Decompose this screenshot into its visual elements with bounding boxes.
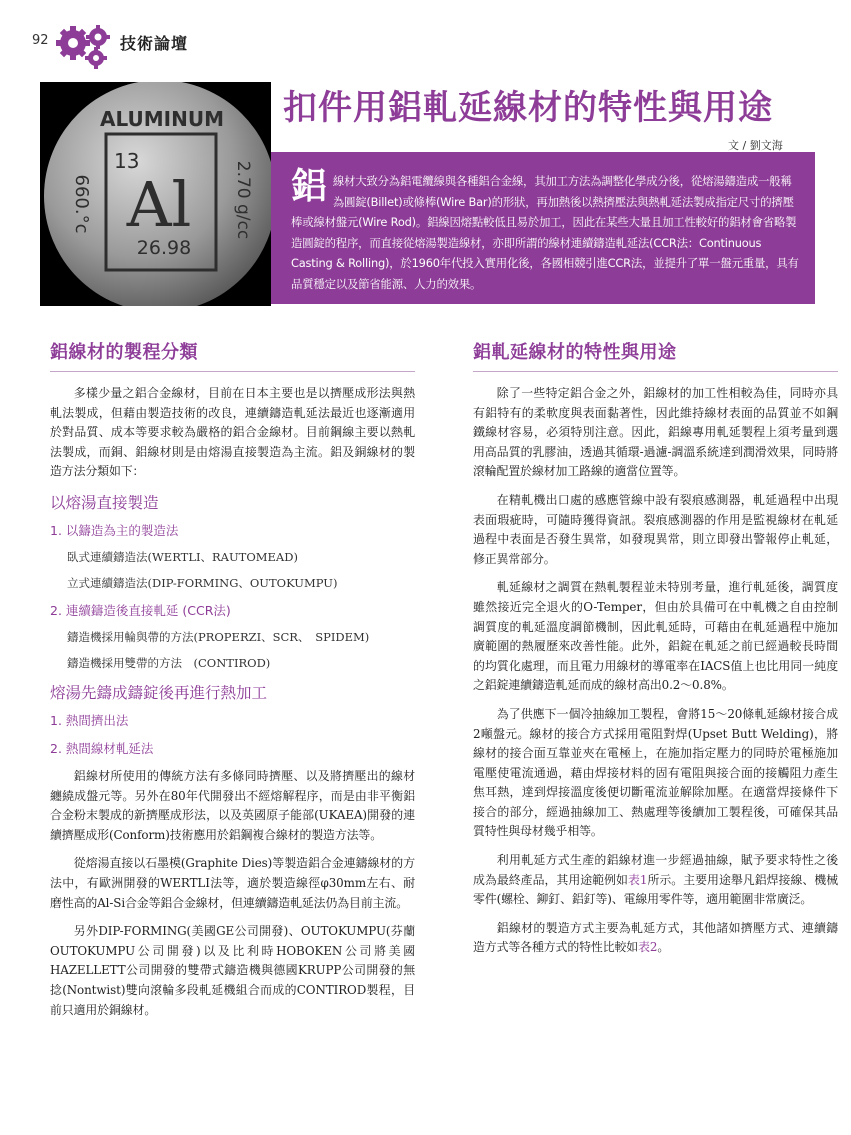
paragraph: 從熔湯直接以石墨模(Graphite Dies)等製造鋁合金連鑄線材的方法中，有歐洲開發的WERTLI法等，適於製造線徑φ30mm左右、耐磨性高的Al-Si合金等鋁合金線材，但連續鑄造軋延法仍為目前主流。	[50, 856, 415, 910]
intro-box	[271, 152, 815, 304]
paragraph: 軋延線材之調質在熱軋製程並未特別考量，進行軋延後，調質度雖然接近完全退火的O-Temper，但由於具備可在中軋機之自由控制調質度的軋延溫度調節機制，因此軋延時，可藉由在軋延過程中施加廣範圍的熱履歷來改善性能。此外，鋁錠在軋延之前已經過較長時間的均質化處理，而且電力用線材的導電率在IACS值上也比用同一純度之鋁錠連續鑄造軋延而成的線材高出0.2～0.8%。	[473, 580, 838, 693]
symbol-label: Al	[126, 168, 192, 241]
list-item: 立式連續鑄造法(DIP-FORMING、OUTOKUMPU)	[67, 575, 338, 590]
intro-text	[291, 166, 801, 295]
paragraph: 除了一些特定鋁合金之外，鋁線材的加工性相較為佳，同時亦具有鋁特有的柔軟度與表面黏著性，因此維持線材表面的品質並不如鋼鐵線材容易，必須特別注意。因此，鋁線專用軋延製程上須考量到選用高品質的乳膠油，透過其循環-過濾-調溫系統達到潤滑效果，同時將滾輪配置於線材加工路線的適當位置等。	[473, 386, 838, 479]
melting-point-label: 660.°c	[71, 174, 92, 234]
paragraph-text: 所示。主要用途舉凡鋁焊接線、機械零件(螺栓、鉚釘、鋁釘等)、電線用零件等，適用範圍非常廣泛。	[473, 872, 839, 907]
right-column-heading: 鋁軋延線材的特性與用途	[473, 338, 838, 372]
page-number: 92	[32, 33, 49, 48]
numbered-subheading: 1. 以鑄造為主的製造法	[50, 522, 179, 538]
author-byline: 文 / 劉文海	[728, 139, 783, 152]
aluminum-coin-photo	[40, 82, 271, 306]
atomic-number-label: 13	[114, 149, 140, 173]
paragraph-text: 。	[657, 940, 670, 955]
paragraph	[473, 851, 838, 910]
numbered-subheading: 1. 熱間擠出法	[50, 712, 129, 728]
left-column-heading: 鋁線材的製程分類	[50, 338, 415, 372]
paragraph-text: 利用軋延方式生產的鋁線材進一步經過抽線，賦予要求特性之後成為最終產品，其用途範例如	[473, 853, 838, 887]
intro-body: 線材大致分為鋁電纜線與各種鋁合金線，其加工方法為調整化學成分後，從熔湯鑄造成一般稱為圓錠(Billet)或條棒(Wire Bar)的形狀，再加熱後以熱擠壓法與熱軋延法製成指定尺寸的擠壓棒或線材盤元(Wire Rod)。鋁線因熔點較低且易於加工，因此在某些大量且加工性較好的鋁材會省略製造圓錠的程序，而直接從熔湯製造線材，亦即所謂的線材連續鑄造軋延法(CCR法：Continuous Casting & Rolling)，於1960年代投入實用化後，各國相競引進CCR法，並提升了單一盤元重量，具有品質穩定以及節省能源、人力的效果。	[291, 174, 799, 291]
paragraph: 另外DIP-FORMING(美國GE公司開發)、OUTOKUMPU(芬蘭OUTOKUMPU公司開發)以及比利時HOBOKEN公司將美國HAZELLETT公司開發的雙帶式鑄造機與德國KRUPP公司開發的無捻(Nontwist)雙向滾輪多段軋延機組合而成的CONTIROD製程，目前只適用於銅線材。	[50, 924, 415, 1017]
article-title: 扣件用鋁軋延線材的特性與用途	[283, 88, 773, 128]
subheading: 以熔湯直接製造	[50, 493, 159, 512]
paragraph: 為了供應下一個冷抽線加工製程，會將15～20條軋延線材接合成2噸盤元。線材的接合方式採用電阻對焊(Upset Butt Welding)，將線材的接合面互靠並夾在電極上，在施加指定壓力的同時於電極施加電壓使電流通過，藉由焊接材料的固有電阻與接合面的接觸阻力產生焦耳熱，達到焊接溫度後便切斷電流並解除加壓。在適當焊接條件下接合的部分，經過抽線加工、熱處理等後續加工製程後，可確保其品質特性與母材幾乎相等。	[473, 706, 838, 839]
numbered-subheading: 2. 熱間線材軋延法	[50, 740, 154, 756]
section-label: 技術論壇	[120, 34, 189, 53]
table-2-reference: 表2	[638, 940, 658, 955]
density-label: 2.70 g/cc	[233, 160, 253, 240]
list-item: 臥式連續鑄造法(WERTLI、RAUTOMEAD)	[67, 549, 298, 564]
left-column	[50, 338, 415, 1029]
paragraph: 在精軋機出口處的感應管線中設有裂痕感測器，軋延過程中出現表面瑕疵時，可隨時獲得資訊。裂痕感測器的作用是監視線材在軋延過程中表面是否發生異常，如發現異常，則立即發出警報停止軋延，修正異常部分。	[473, 492, 838, 566]
subheading: 熔湯先鑄成鑄錠後再進行熱加工	[50, 683, 268, 702]
drop-cap: 鋁	[291, 166, 327, 207]
right-column	[473, 338, 838, 967]
atomic-mass-label: 26.98	[136, 237, 192, 259]
numbered-subheading: 2. 連續鑄造後直接軋延 (CCR法)	[50, 602, 231, 618]
paragraph: 鋁線材所使用的傳統方法有多條同時擠壓、以及將擠壓出的線材纏繞成盤元等。另外在80年代開發出不經熔解程序，而是由非平衡鋁合金粉末製成的新擠壓成形法，以及英國原子能部(UKAEA)開發的連續擠壓成形(Conform)技術應用於鋁鋼複合線材的製造方法等。	[50, 768, 415, 842]
element-name-label: ALUMINUM	[100, 107, 224, 131]
table-1-reference: 表1	[627, 872, 648, 887]
paragraph: 多樣少量之鋁合金線材，目前在日本主要也是以擠壓成形法與熱軋法製成，但藉由製造技術的改良，連續鑄造軋延法最近也逐漸適用於對品質、成本等要求較為嚴格的鋁合金線材。目前鋼線主要以熱軋法製成，而銅、鋁線材則是由熔湯直接製造為主流。鋁及銅線材的製造方法分類如下：	[50, 386, 415, 479]
paragraph-text: 鋁線材的製造方式主要為軋延方式，其他諸如擠壓方式、連續鑄造方式等各種方式的特性比較如	[473, 920, 838, 955]
gear-logo-icon	[56, 23, 118, 69]
list-item: 鑄造機採用輪與帶的方法(PROPERZI、SCR、 SPIDEM)	[67, 629, 370, 644]
paragraph	[473, 919, 838, 958]
list-item: 鑄造機採用雙帶的方法 (CONTIROD)	[67, 655, 271, 670]
